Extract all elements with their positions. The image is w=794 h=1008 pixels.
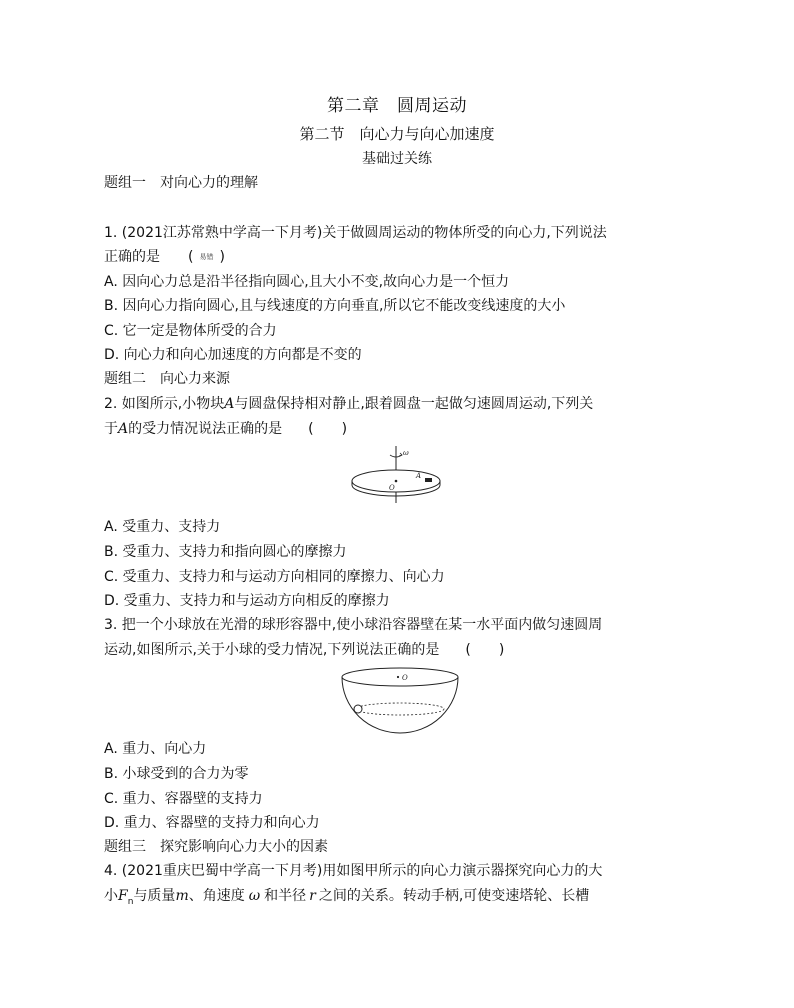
q2-var-a: A	[224, 396, 235, 412]
q4-stem-part2: 与质量	[133, 888, 176, 904]
q4-stem-part5: 之间的关系。转动手柄,可使变速塔轮、长槽	[318, 888, 590, 904]
q3-stem-text: 运动,如图所示,关于小球的受力情况,下列说法正确的是	[104, 642, 440, 658]
q4-stem-part3: 、角速度	[188, 888, 245, 904]
q4-stem-line2	[104, 887, 589, 911]
q2-stem-part4: 的受力情况说法正确的是	[128, 421, 283, 437]
q4-var-m: m	[175, 888, 189, 904]
block-a	[425, 478, 432, 482]
q4-var-r: r	[309, 888, 316, 904]
q2-option-a: A. 受重力、支持力	[104, 519, 221, 535]
q1-option-b: B. 因向心力指向圆心,且与线速度的方向垂直,所以它不能改变线速度的大小	[104, 298, 566, 314]
section-title: 第二节 向心力与向心加速度	[299, 125, 495, 143]
q2-stem-line2	[104, 420, 347, 438]
q1-stem-text: 正确的是	[104, 249, 160, 265]
q3-stem-line2	[104, 641, 504, 659]
center-dot	[395, 480, 398, 483]
q2-option-c: C. 受重力、支持力和与运动方向相同的摩擦力、向心力	[104, 569, 445, 585]
q3-stem-line1: 3. 把一个小球放在光滑的球形容器中,使小球沿容器壁在某一水平面内做匀速圆周	[104, 617, 603, 633]
q2-stem-line1	[104, 395, 593, 413]
q1-difficulty-tag: 易错	[199, 253, 214, 261]
rotation-arrowhead	[399, 453, 402, 456]
q3-option-a: A. 重力、向心力	[104, 741, 207, 757]
q4-stem-line1: 4. (2021重庆巴蜀中学高一下月考)用如图甲所示的向心力演示器探究向心力的大	[104, 863, 603, 879]
q2-answer-paren: ( )	[308, 421, 348, 437]
section-subtitle: 基础过关练	[362, 151, 432, 167]
q1-answer-paren: ( 易错 )	[188, 249, 225, 265]
q4-var-f-sub: n	[127, 896, 134, 907]
q3-bowl-figure	[338, 664, 462, 736]
block-label: A	[416, 472, 422, 480]
q3-option-b: B. 小球受到的合力为零	[104, 766, 249, 782]
bowl-center-dot	[397, 676, 399, 678]
center-label: O	[389, 484, 395, 492]
ball	[354, 705, 362, 713]
q1-stem-line2	[104, 248, 225, 266]
q3-option-c: C. 重力、容器壁的支持力	[104, 791, 263, 807]
group-3-title: 题组三 探究影响向心力大小的因素	[104, 839, 328, 855]
q1-option-c: C. 它一定是物体所受的合力	[104, 323, 277, 339]
q3-answer-paren: ( )	[465, 642, 505, 658]
q3-option-d: D. 重力、容器壁的支持力和向心力	[104, 815, 320, 831]
q1-option-a: A. 因向心力总是沿半径指向圆心,且大小不变,故向心力是一个恒力	[104, 274, 510, 290]
bowl-rim	[342, 668, 458, 686]
q4-var-omega: ω	[248, 888, 261, 904]
q4-stem-part4: 和半径	[264, 888, 307, 904]
q4-var-f: F	[118, 888, 128, 904]
q2-option-b: B. 受重力、支持力和指向圆心的摩擦力	[104, 544, 347, 560]
omega-label: ω	[403, 449, 409, 457]
group-2-title: 题组二 向心力来源	[104, 371, 230, 387]
group-1-title: 题组一 对向心力的理解	[104, 175, 258, 191]
q2-option-d: D. 受重力、支持力和与运动方向相反的摩擦力	[104, 593, 390, 609]
q4-stem-part1: 小	[104, 888, 118, 904]
q2-turntable-figure	[346, 443, 446, 508]
q2-stem-part1: 2. 如图所示,小物块	[104, 396, 225, 412]
q1-stem-line1: 1. (2021江苏常熟中学高一下月考)关于做圆周运动的物体所受的向心力,下列说法	[104, 225, 607, 241]
orbit-circle	[356, 703, 444, 715]
bowl-center-label: O	[402, 674, 408, 682]
q2-stem-part2: 与圆盘保持相对静止,跟着圆盘一起做匀速圆周运动,下列关	[234, 396, 594, 412]
q2-var-a-2: A	[118, 421, 129, 437]
q1-option-d: D. 向心力和向心加速度的方向都是不变的	[104, 347, 362, 363]
q2-stem-part3: 于	[104, 421, 118, 437]
chapter-title: 第二章 圆周运动	[327, 96, 467, 116]
